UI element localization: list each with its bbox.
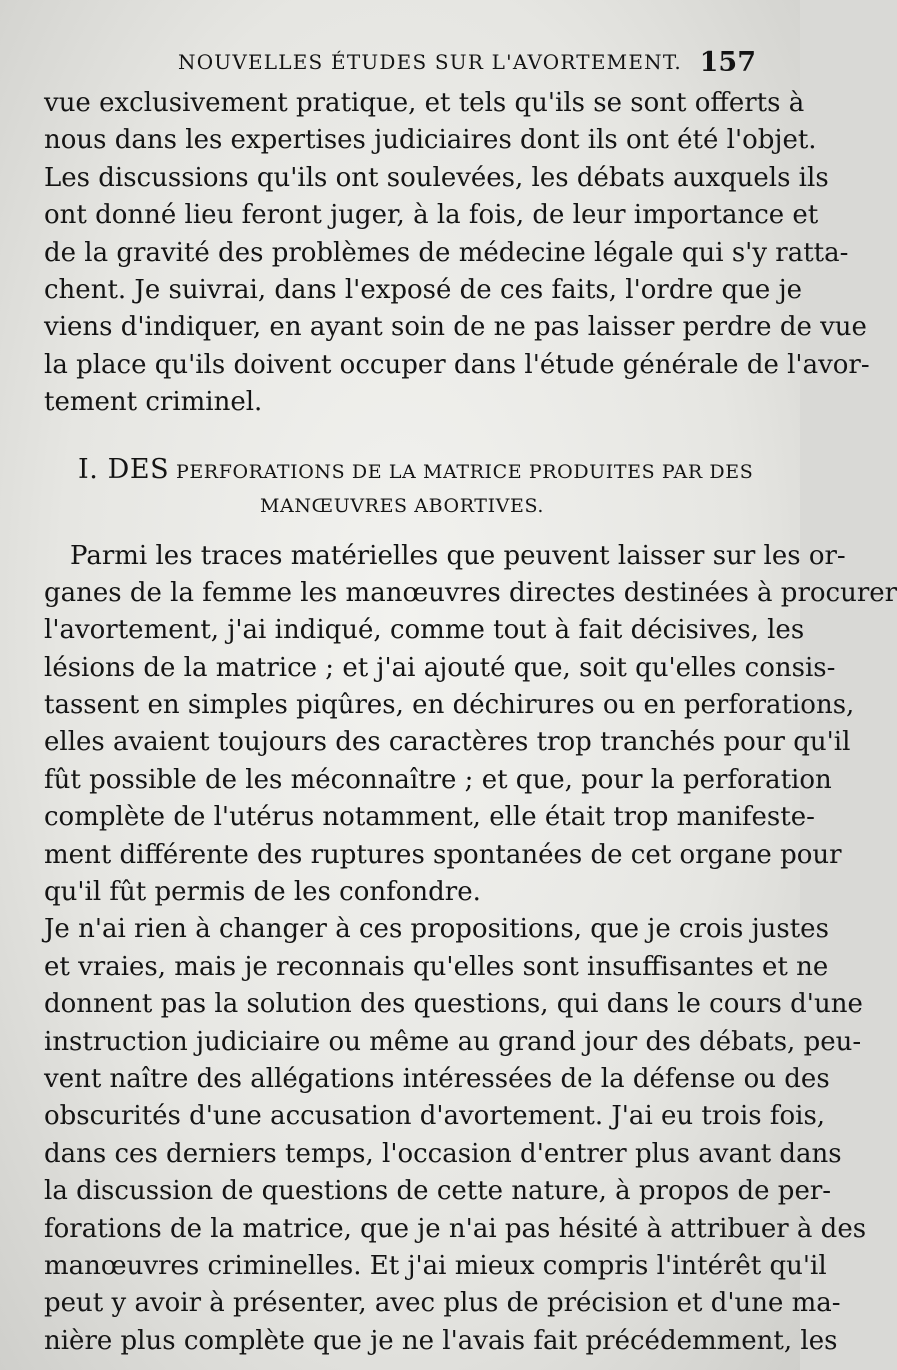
section-heading-line-2: MANŒUVRES ABORTIVES. [259,494,545,517]
text-line: donnent pas la solution des questions, qui dans le cours d'une [44,989,863,1020]
paragraph-3 [44,911,867,1360]
text-line: Parmi les traces matérielles que peuvent laisser sur les or- [70,540,846,571]
text-line: la place qu'ils doivent occuper dans l'étude générale de l'avor- [44,349,870,380]
section-heading [44,452,760,524]
text-line: vue exclusivement pratique, et tels qu'ils se sont offerts à [44,88,805,118]
text-line: elles avaient toujours des caractères trop tranchés pour qu'il [44,727,851,758]
page-header [0,48,800,80]
text-line: nière plus complète que je ne l'avais fait précédemment, les [44,1325,838,1356]
text-line: vent naître des allégations intéressées de la défense ou des [44,1063,830,1094]
text-line: tassent en simples piqûres, en déchirures ou en perforations, [44,690,855,721]
section-heading-line-1 [44,452,760,488]
text-line: complète de l'utérus notamment, elle était trop manifeste- [44,802,815,833]
paragraph-1 [44,85,870,422]
text-line: lésions de la matrice ; et j'ai ajouté que, soit qu'elles consis- [44,652,836,683]
text-line: forations de la matrice, que je n'ai pas hésité à attribuer à des [44,1213,867,1244]
page-number: 157 [699,47,756,78]
text-line: fût possible de les méconnaître ; et que, pour la perforation [44,764,832,795]
text-line: Je n'ai rien à changer à ces propositions, que je crois justes [44,914,829,945]
section-heading-title: PERFORATIONS DE LA MATRICE PRODUITES PAR DES [175,460,754,483]
text-line: ont donné lieu feront juger, à la fois, de leur importance et [44,200,819,231]
text-line: de la gravité des problèmes de médecine légale qui s'y ratta- [44,237,849,268]
text-line: qu'il fût permis de les confondre. [44,877,481,908]
section-heading-number: I. DES [78,453,170,485]
text-line: ganes de la femme les manœuvres directes destinées à procurer [44,577,897,608]
body-text [44,85,897,1360]
text-line: nous dans les expertises judiciaires dont ils ont été l'objet. [44,125,817,156]
text-line: chent. Je suivrai, dans l'exposé de ces faits, l'ordre que je [44,274,803,305]
text-line: tement criminel. [44,387,263,418]
text-line: obscurités d'une accusation d'avortement. J'ai eu trois fois, [44,1101,826,1132]
text-line: l'avortement, j'ai indiqué, comme tout à fait décisives, les [44,615,805,646]
text-line: peut y avoir à présenter, avec plus de précision et d'une ma- [44,1288,841,1319]
text-line: et vraies, mais je reconnais qu'elles sont insuffisantes et ne [44,951,829,982]
text-line: viens d'indiquer, en ayant soin de ne pas laisser perdre de vue [44,312,867,343]
paragraph-2 [44,538,897,912]
text-line: ment différente des ruptures spontanées de cet organe pour [44,839,842,870]
text-line: manœuvres criminelles. Et j'ai mieux compris l'intérêt qu'il [44,1250,827,1281]
text-line: dans ces derniers temps, l'occasion d'entrer plus avant dans [44,1138,842,1169]
text-line: Les discussions qu'ils ont soulevées, les débats auxquels ils [44,162,829,193]
running-title: NOUVELLES ÉTUDES SUR L'AVORTEMENT. [178,50,682,74]
text-line: la discussion de questions de cette nature, à propos de per- [44,1176,832,1207]
text-line: instruction judiciaire ou même au grand jour des débats, peu- [44,1026,862,1057]
